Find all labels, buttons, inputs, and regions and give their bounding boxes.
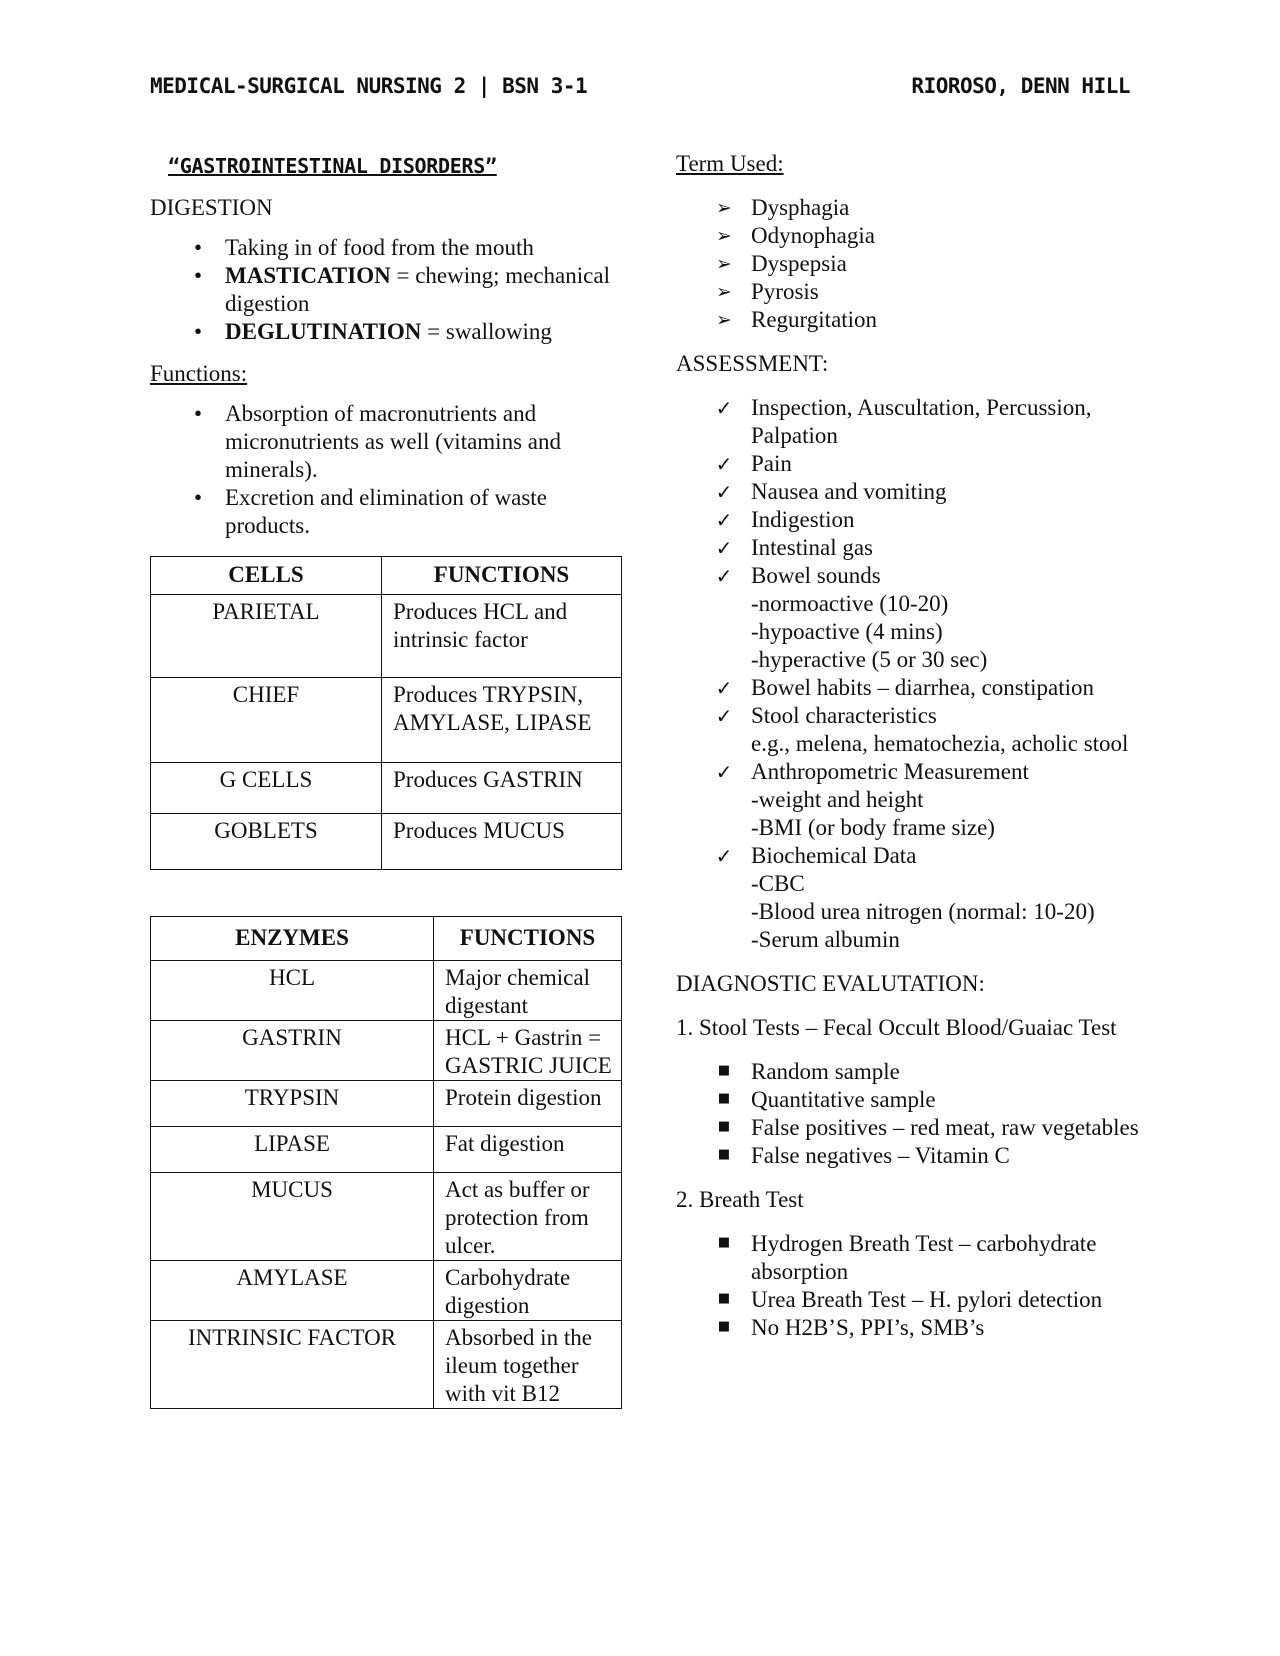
table-cell: HCL + Gastrin = GASTRIC JUICE — [434, 1021, 622, 1081]
list-item-text: Stool characteristics — [751, 703, 937, 728]
checkmark-icon: ✓ — [715, 844, 733, 868]
checkmark-icon: ✓ — [715, 536, 733, 560]
sub-item: -Blood urea nitrogen (normal: 10-20) — [751, 899, 1095, 924]
page-header — [150, 72, 1130, 100]
arrow-bullet-icon: ➢ — [716, 253, 732, 275]
breath-test-heading: 2. Breath Test — [676, 1187, 804, 1212]
list-item — [676, 758, 1146, 842]
right-column — [676, 150, 1146, 1356]
list-item — [676, 506, 1146, 534]
table-cell: Produces TRYPSIN, AMYLASE, LIPASE — [382, 678, 622, 763]
table-row — [151, 1173, 622, 1261]
list-item — [676, 194, 1146, 222]
list-item-text: False negatives – Vitamin C — [751, 1143, 1010, 1168]
course-label: MEDICAL-SURGICAL NURSING 2 | BSN 3-1 — [150, 74, 588, 98]
checkmark-icon: ✓ — [715, 396, 733, 420]
table-row — [151, 1261, 622, 1321]
table-cell: G CELLS — [151, 763, 382, 814]
table-cell: INTRINSIC FACTOR — [151, 1321, 434, 1409]
column-header: FUNCTIONS — [434, 917, 622, 961]
list-item-text: Biochemical Data — [751, 843, 917, 868]
left-column — [150, 150, 630, 1455]
list-item-text: = chewing; mechanical digestion — [225, 263, 610, 316]
table-cell: LIPASE — [151, 1127, 434, 1173]
list-item-text: = swallowing — [421, 319, 552, 344]
list-item-text: Quantitative sample — [751, 1087, 936, 1112]
list-item — [676, 306, 1146, 334]
checkmark-icon: ✓ — [715, 704, 733, 728]
table-row — [151, 678, 622, 763]
table-cell: GOBLETS — [151, 814, 382, 870]
table-cell: PARIETAL — [151, 595, 382, 678]
column-header: FUNCTIONS — [382, 557, 622, 595]
table-cell: Carbohydrate digestion — [434, 1261, 622, 1321]
list-item — [150, 318, 630, 346]
arrow-bullet-icon: ➢ — [716, 197, 732, 219]
list-item — [676, 1286, 1146, 1314]
column-header: ENZYMES — [151, 917, 434, 961]
list-item — [676, 250, 1146, 278]
table-header-row — [151, 557, 622, 595]
list-item — [676, 1058, 1146, 1086]
list-item-text: Dyspepsia — [751, 251, 847, 276]
sub-item: -normoactive (10-20) — [751, 591, 949, 616]
list-item — [676, 1230, 1146, 1286]
sub-item: -Serum albumin — [751, 927, 900, 952]
list-item — [676, 1114, 1146, 1142]
square-bullet-icon: ■ — [717, 1147, 731, 1162]
digestion-list — [150, 234, 630, 346]
checkmark-icon: ✓ — [715, 760, 733, 784]
list-item-text: Intestinal gas — [751, 535, 873, 560]
bullet-icon: • — [193, 401, 203, 426]
list-item — [150, 262, 630, 318]
square-bullet-icon: ■ — [717, 1235, 731, 1250]
list-item — [676, 562, 1146, 674]
bullet-icon: • — [193, 235, 203, 260]
table-row — [151, 1081, 622, 1127]
list-item — [676, 478, 1146, 506]
list-item — [676, 842, 1146, 954]
table-row — [151, 961, 622, 1021]
assessment-list — [676, 394, 1146, 954]
list-item-text: Anthropometric Measurement — [751, 759, 1029, 784]
list-item-text: Odynophagia — [751, 223, 875, 248]
sub-item: -weight and height — [751, 787, 924, 812]
square-bullet-icon: ■ — [717, 1319, 731, 1334]
list-item-text: Taking in of food from the mouth — [225, 235, 534, 260]
table-row — [151, 595, 622, 678]
table-cell: TRYPSIN — [151, 1081, 434, 1127]
table-cell: HCL — [151, 961, 434, 1021]
table-cell: GASTRIN — [151, 1021, 434, 1081]
list-item-text: Hydrogen Breath Test – carbohydrate absorption — [751, 1231, 1097, 1284]
square-bullet-icon: ■ — [717, 1091, 731, 1106]
assessment-heading: ASSESSMENT: — [676, 351, 829, 376]
list-item — [676, 394, 1146, 450]
table-cell: Protein digestion — [434, 1081, 622, 1127]
bullet-icon: • — [193, 485, 203, 510]
list-item-text: Random sample — [751, 1059, 900, 1084]
author-name: RIOROSO, DENN HILL — [911, 74, 1130, 98]
table-cell: Produces MUCUS — [382, 814, 622, 870]
list-item-term: MASTICATION — [225, 263, 391, 288]
cells-table — [150, 556, 622, 870]
list-item-term: DEGLUTINATION — [225, 319, 422, 344]
list-item — [676, 674, 1146, 702]
list-item — [676, 450, 1146, 478]
sub-item: -hypoactive (4 mins) — [751, 619, 943, 644]
table-cell: AMYLASE — [151, 1261, 434, 1321]
list-item-text: Urea Breath Test – H. pylori detection — [751, 1287, 1103, 1312]
diagnostic-heading: DIAGNOSTIC EVALUTATION: — [676, 971, 985, 996]
sub-item: -BMI (or body frame size) — [751, 815, 995, 840]
checkmark-icon: ✓ — [715, 508, 733, 532]
checkmark-icon: ✓ — [715, 452, 733, 476]
list-item — [676, 1086, 1146, 1114]
stool-tests-list — [676, 1058, 1146, 1170]
table-cell: CHIEF — [151, 678, 382, 763]
list-item — [676, 222, 1146, 250]
bullet-icon: • — [193, 319, 203, 344]
table-cell: Major chemical digestant — [434, 961, 622, 1021]
square-bullet-icon: ■ — [717, 1291, 731, 1306]
list-item-text: Bowel habits – diarrhea, constipation — [751, 675, 1095, 700]
enzymes-table — [150, 916, 622, 1409]
list-item — [676, 534, 1146, 562]
breath-test-list — [676, 1230, 1146, 1342]
list-item-text: Inspection, Auscultation, Percussion, Palpation — [751, 395, 1092, 448]
list-item — [150, 484, 630, 540]
document-title: “GASTROINTESTINAL DISORDERS” — [168, 154, 497, 178]
list-item — [676, 1142, 1146, 1170]
table-header-row — [151, 917, 622, 961]
functions-list — [150, 400, 630, 540]
table-cell: Absorbed in the ileum together with vit B12 — [434, 1321, 622, 1409]
sub-item: -hyperactive (5 or 30 sec) — [751, 647, 988, 672]
bullet-icon: • — [193, 263, 203, 288]
list-item-text: Absorption of macronutrients and micronutrients as well (vitamins and minerals). — [225, 401, 561, 482]
terms-heading: Term Used: — [676, 151, 784, 176]
digestion-heading: DIGESTION — [150, 195, 273, 220]
functions-heading: Functions: — [150, 361, 248, 386]
list-item — [150, 400, 630, 484]
checkmark-icon: ✓ — [715, 564, 733, 588]
list-item-text: Indigestion — [751, 507, 855, 532]
list-item-text: Dysphagia — [751, 195, 850, 220]
table-row — [151, 814, 622, 870]
table-cell: Act as buffer or protection from ulcer. — [434, 1173, 622, 1261]
list-item-text: No H2B’S, PPI’s, SMB’s — [751, 1315, 985, 1340]
checkmark-icon: ✓ — [715, 480, 733, 504]
table-row — [151, 763, 622, 814]
terms-list — [676, 194, 1146, 334]
table-cell: Produces GASTRIN — [382, 763, 622, 814]
list-item-text: Excretion and elimination of waste products. — [225, 485, 547, 538]
list-item-text: Nausea and vomiting — [751, 479, 947, 504]
sub-item: -CBC — [751, 871, 805, 896]
list-item — [676, 1314, 1146, 1342]
list-item — [676, 278, 1146, 306]
list-item-text: False positives – red meat, raw vegetables — [751, 1115, 1139, 1140]
checkmark-icon: ✓ — [715, 676, 733, 700]
table-row — [151, 1127, 622, 1173]
list-item-text: Bowel sounds — [751, 563, 881, 588]
list-item — [150, 234, 630, 262]
table-cell: Produces HCL and intrinsic factor — [382, 595, 622, 678]
list-item-text: Regurgitation — [751, 307, 878, 332]
table-row — [151, 1321, 622, 1409]
square-bullet-icon: ■ — [717, 1119, 731, 1134]
list-item-text: Pain — [751, 451, 792, 476]
arrow-bullet-icon: ➢ — [716, 281, 732, 303]
sub-item: e.g., melena, hematochezia, acholic stool — [751, 731, 1129, 756]
table-row — [151, 1021, 622, 1081]
stool-tests-heading: 1. Stool Tests – Fecal Occult Blood/Guaiac Test — [676, 1015, 1117, 1040]
table-cell: MUCUS — [151, 1173, 434, 1261]
square-bullet-icon: ■ — [717, 1063, 731, 1078]
list-item — [676, 702, 1146, 758]
list-item-text: Pyrosis — [751, 279, 819, 304]
table-cell: Fat digestion — [434, 1127, 622, 1173]
arrow-bullet-icon: ➢ — [716, 309, 732, 331]
column-header: CELLS — [151, 557, 382, 595]
arrow-bullet-icon: ➢ — [716, 225, 732, 247]
